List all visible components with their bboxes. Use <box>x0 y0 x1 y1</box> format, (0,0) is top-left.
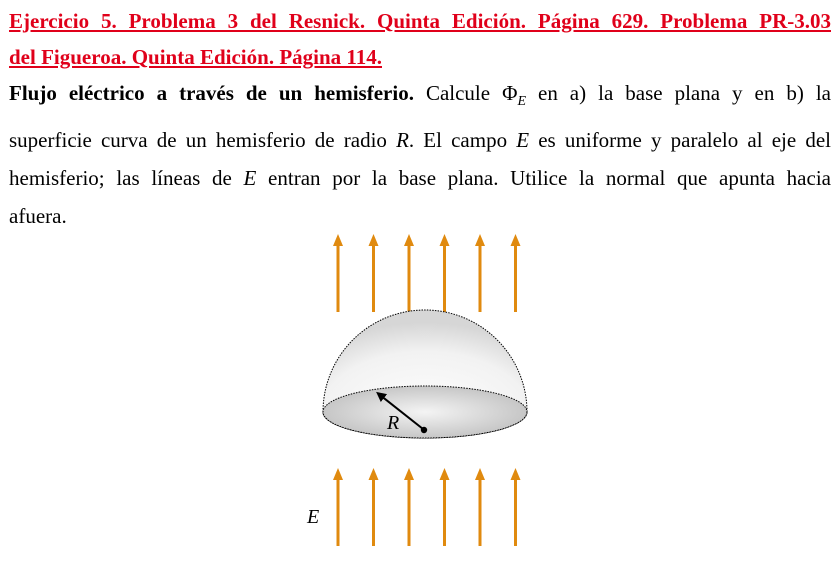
phi-subscript: E <box>517 94 526 110</box>
problem-text: hemisferio; las líneas de <box>9 166 244 191</box>
radius-symbol: R <box>396 128 409 153</box>
field-arrows-top <box>333 234 521 312</box>
problem-text: entran por la base plana. Utilice la normal que apunta hacia <box>256 166 831 191</box>
hemisphere-figure <box>290 228 550 558</box>
field-arrow-bottom-head <box>440 468 450 480</box>
field-arrow-bottom-head <box>333 468 343 480</box>
field-arrow-bottom-head <box>511 468 521 480</box>
problem-line-3 <box>9 159 831 197</box>
flux-symbol <box>502 81 526 110</box>
problem-statement <box>9 74 831 235</box>
problem-line-1 <box>9 74 831 121</box>
radius-label: R <box>387 412 400 434</box>
problem-text: en a) la base plana y en b) la <box>526 81 831 105</box>
field-arrow-bottom-head <box>475 468 485 480</box>
problem-text: es uniforme y paralelo al eje del <box>529 128 831 153</box>
problem-line-2 <box>9 121 831 159</box>
center-point <box>421 427 427 433</box>
field-arrow-top-head <box>333 234 343 246</box>
hemisphere-diagram <box>290 228 550 558</box>
field-arrow-bottom-head <box>369 468 379 480</box>
field-symbol: E <box>516 128 530 153</box>
field-arrow-top-head <box>511 234 521 246</box>
field-label: E <box>307 506 320 528</box>
field-arrow-top-head <box>475 234 485 246</box>
heading-line-1: Ejercicio 5. Problema 3 del Resnick. Quinta Edición. Página 629. Problema PR-3.03 <box>9 9 831 33</box>
field-arrow-top-head <box>404 234 414 246</box>
field-symbol: E <box>243 166 257 191</box>
heading-line-2: del Figueroa. Quinta Edición. Página 114. <box>9 45 382 69</box>
field-arrow-bottom-head <box>404 468 414 480</box>
field-arrows-bottom <box>333 468 521 546</box>
phi-symbol: Φ <box>502 81 518 105</box>
problem-text: Calcule <box>413 81 503 105</box>
problem-title: Flujo eléctrico a través de un hemisferio. <box>9 81 414 105</box>
field-arrow-top-head <box>440 234 450 246</box>
problem-text: superficie curva de un hemisferio de radio <box>9 128 397 153</box>
exercise-heading <box>9 3 831 75</box>
field-arrow-top-head <box>369 234 379 246</box>
problem-line-4: afuera. <box>9 204 67 229</box>
problem-text: . El campo <box>408 128 517 153</box>
